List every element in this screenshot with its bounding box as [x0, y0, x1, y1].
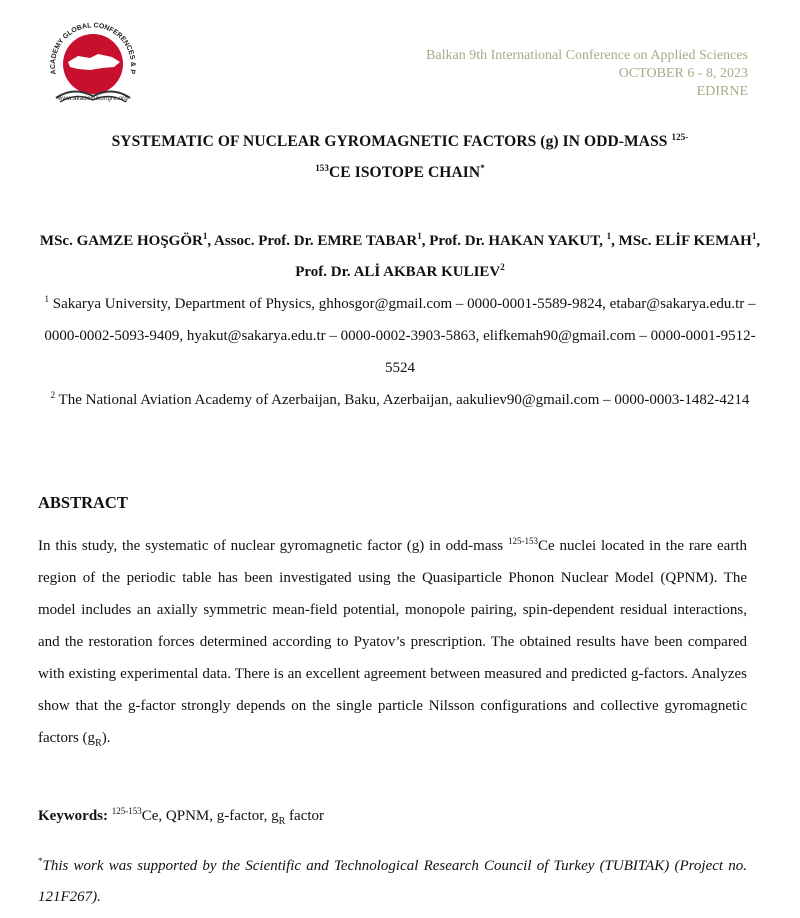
conference-dates: OCTOBER 6 - 8, 2023 — [618, 66, 748, 81]
abstract-heading: ABSTRACT — [38, 493, 128, 512]
author-name: Prof. Dr. ALİ AKBAR KULIEV — [295, 264, 501, 280]
conference-name: Balkan 9th International Conference on Applied Sciences — [426, 48, 748, 63]
affiliation-1: $^1$ Sakarya University, Department of Physics, ghhosgor@gmail.com – 0000-0001-5589-9824, etabar@sakarya.edu.tr – 0000-0002-5093-9409, hyakut@sakarya.edu.tr – 0000-0002-3903-5863, elifkemah90@gmail.com – 0000-0001-9512-5524 — [44, 294, 756, 376]
author-name: Assoc. Prof. Dr. EMRE TABAR — [214, 233, 418, 249]
author-name: Prof. Dr. HAKAN YAKUT, — [429, 233, 607, 249]
author-name: MSc. GAMZE HOŞGÖR — [39, 233, 203, 249]
author-name: MSc. ELİF KEMAH — [618, 233, 752, 249]
abstract-text: In this study, the systematic of nuclear gyromagnetic factor (g) in odd-mass $^{125-153}$Ce nuclei located in the rare earth region of the periodic table has been investigated using the Quasiparticle Phonon Nuclear Model (QPNM). The model includes an axially symmetric mean-field potential, monopole pairing, spin-dependent residual interactions, and the restoration forces determined according to Pyatov’s prescription. The obtained results have been compared with existing experimental data. There is an excellent agreement between measured and predicted g-factors. Analyzes show that the g-factor strongly depends on the single particle Nilsson configurations and collective gyromagnetic factors $(g_R)$. — [38, 536, 747, 749]
paper-title: SYSTEMATIC OF NUCLEAR GYROMAGNETIC FACTORS (g) IN ODD-MASS $^{125-}$ $^{153}$CE ISOTOPE CHAIN* — [111, 131, 689, 181]
funding-footnote: *This work was supported by the Scientific and Technological Research Council of Turkey (TUBITAK) (Project no. 121F267). — [38, 856, 747, 905]
logo-text: ACADEMY GLOBAL CONFERENCES & P — [49, 22, 137, 75]
conference-city: EDIRNE — [696, 84, 748, 99]
conference-header — [426, 47, 748, 101]
keywords-label: Keywords: — [38, 808, 108, 824]
affiliation-2: $^2$ The National Aviation Academy of Azerbaijan, Baku, Azerbaijan, aakuliev90@gmail.com – 0000-0003-1482-4214 — [50, 390, 750, 408]
logo-url: www.akademikongre.org — [58, 96, 128, 102]
author-list: MSc. GAMZE HOŞGÖR$^1$, Assoc. Prof. Dr. EMRE TABAR$^1$, Prof. Dr. HAKAN YAKUT, $^1$, MSc. ELİF KEMAH$^1$, Prof. Dr. ALİ AKBAR KULIEV$^2$ — [39, 231, 761, 280]
keywords: Keywords: $^{125-153}$Ce, QPNM, g-factor, $g_R$ factor — [38, 806, 325, 827]
